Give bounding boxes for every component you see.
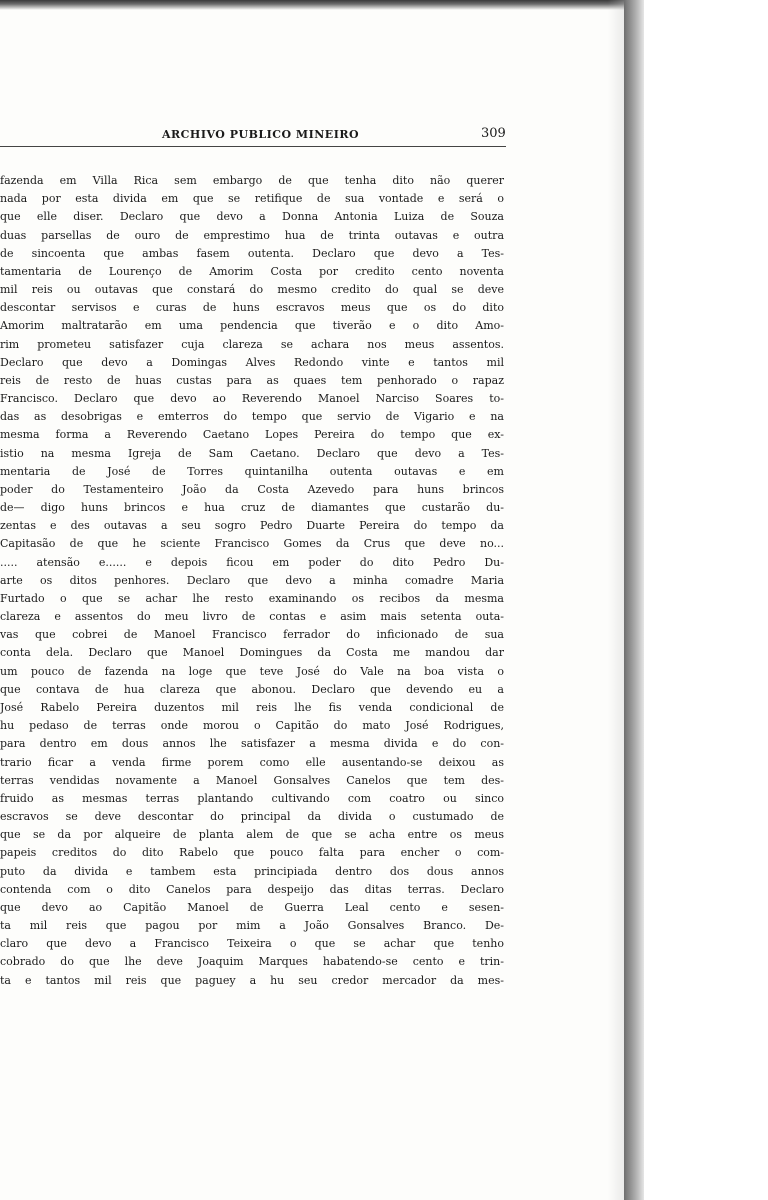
text-line: reis de resto de huas custas para as quaes tem penhorado o rapaz bbox=[0, 373, 504, 387]
text-line: ta mil reis que pagou por mim a João Gonsalves Branco. De- bbox=[0, 919, 504, 933]
body-text bbox=[0, 172, 504, 990]
page-margin-right bbox=[644, 0, 768, 1200]
text-line: de— digo huns brincos e hua cruz de diamantes que custarão du- bbox=[0, 501, 504, 515]
text-line: que devo ao Capitão Manoel de Guerra Leal cento e sesen- bbox=[0, 900, 504, 914]
text-line: ..... atensão e...... e depois ficou em poder do dito Pedro Du- bbox=[0, 555, 504, 569]
text-line: arte os ditos penhores. Declaro que devo a minha comadre Maria bbox=[0, 573, 504, 587]
text-line: José Rabelo Pereira duzentos mil reis lhe fis venda condicional de bbox=[0, 700, 504, 714]
text-line: poder do Testamenteiro João da Costa Azevedo para huns brincos bbox=[0, 482, 504, 496]
text-line: que se da por alqueire de planta alem de que se acha entre os meus bbox=[0, 828, 504, 842]
text-line: mil reis ou outavas que constará do mesmo credito do qual se deve bbox=[0, 283, 504, 297]
header-rule bbox=[0, 146, 506, 147]
text-line: cobrado do que lhe deve Joaquim Marques habatendo-se cento e trin- bbox=[0, 955, 504, 969]
text-line: hu pedaso de terras onde morou o Capitão do mato José Rodrigues, bbox=[0, 719, 504, 733]
text-line: escravos se deve descontar do principal da divida o custumado de bbox=[0, 810, 504, 824]
text-line: clareza e assentos do meu livro de contas e asim mais setenta outa- bbox=[0, 610, 504, 624]
text-line: Amorim maltratarão em uma pendencia que tiverão e o dito Amo- bbox=[0, 319, 504, 333]
text-line: para dentro em dous annos lhe satisfazer a mesma divida e do con- bbox=[0, 737, 504, 751]
text-line: mesma forma a Reverendo Caetano Lopes Pereira do tempo que ex- bbox=[0, 428, 504, 442]
text-line: fazenda em Villa Rica sem embargo de que tenha dito não querer bbox=[0, 174, 504, 187]
spine-shadow bbox=[608, 0, 624, 1200]
text-line: Capitasão de que he sciente Francisco Gomes da Crus que deve no... bbox=[0, 537, 504, 551]
book-spine bbox=[624, 0, 644, 1200]
text-line: claro que devo a Francisco Teixeira o que se achar que tenho bbox=[0, 937, 504, 951]
text-line: rim prometeu satisfazer cuja clareza se achara nos meus assentos. bbox=[0, 337, 504, 351]
text-line: Declaro que devo a Domingas Alves Redondo vinte e tantos mil bbox=[0, 355, 504, 369]
text-line: puto da divida e tambem esta principiada dentro dos dous annos bbox=[0, 864, 504, 878]
text-line: istio na mesma Igreja de Sam Caetano. Declaro que devo a Tes- bbox=[0, 446, 504, 460]
page-number: 309 bbox=[481, 126, 506, 141]
text-line: conta dela. Declaro que Manoel Domingues da Costa me mandou dar bbox=[0, 646, 504, 660]
page-header bbox=[0, 124, 612, 146]
text-line: terras vendidas novamente a Manoel Gonsalves Canelos que tem des- bbox=[0, 773, 504, 787]
text-line: das as desobrigas e emterros do tempo que servio de Vigario e na bbox=[0, 410, 504, 424]
text-line: fruido as mesmas terras plantando cultivando com coatro ou sinco bbox=[0, 791, 504, 805]
text-line: mentaria de José de Torres quintanilha outenta outavas e em bbox=[0, 464, 504, 478]
text-line: que contava de hua clareza que abonou. Declaro que devendo eu a bbox=[0, 682, 504, 696]
running-head: ARCHIVO PUBLICO MINEIRO bbox=[162, 128, 360, 141]
text-line: de sincoenta que ambas fasem outenta. Declaro que devo a Tes- bbox=[0, 246, 504, 260]
text-line: zentas e des outavas a seu sogro Pedro Duarte Pereira do tempo da bbox=[0, 519, 504, 533]
text-line: vas que cobrei de Manoel Francisco ferrador do inficionado de sua bbox=[0, 628, 504, 642]
text-line: ta e tantos mil reis que paguey a hu seu credor mercador da mes- bbox=[0, 973, 504, 987]
text-line: contenda com o dito Canelos para despeijo das ditas terras. Declaro bbox=[0, 882, 504, 896]
text-line: trario ficar a venda firme porem como elle ausentando-se deixou as bbox=[0, 755, 504, 769]
text-line: Francisco. Declaro que devo ao Reverendo Manoel Narciso Soares to- bbox=[0, 392, 504, 406]
text-line: tamentaria de Lourenço de Amorim Costa por credito cento noventa bbox=[0, 264, 504, 278]
text-line: que elle diser. Declaro que devo a Donna Antonia Luiza de Souza bbox=[0, 210, 504, 224]
text-line: nada por esta divida em que se retifique de sua vontade e será o bbox=[0, 192, 504, 206]
text-line: papeis creditos do dito Rabelo que pouco falta para encher o com- bbox=[0, 846, 504, 860]
text-line: um pouco de fazenda na loge que teve José do Vale na boa vista o bbox=[0, 664, 504, 678]
text-line: duas parsellas de ouro de emprestimo hua de trinta outavas e outra bbox=[0, 228, 504, 242]
text-line: descontar servisos e curas de huns escravos meus que os do dito bbox=[0, 301, 504, 315]
text-line: Furtado o que se achar lhe resto examinando os recibos da mesma bbox=[0, 591, 504, 605]
